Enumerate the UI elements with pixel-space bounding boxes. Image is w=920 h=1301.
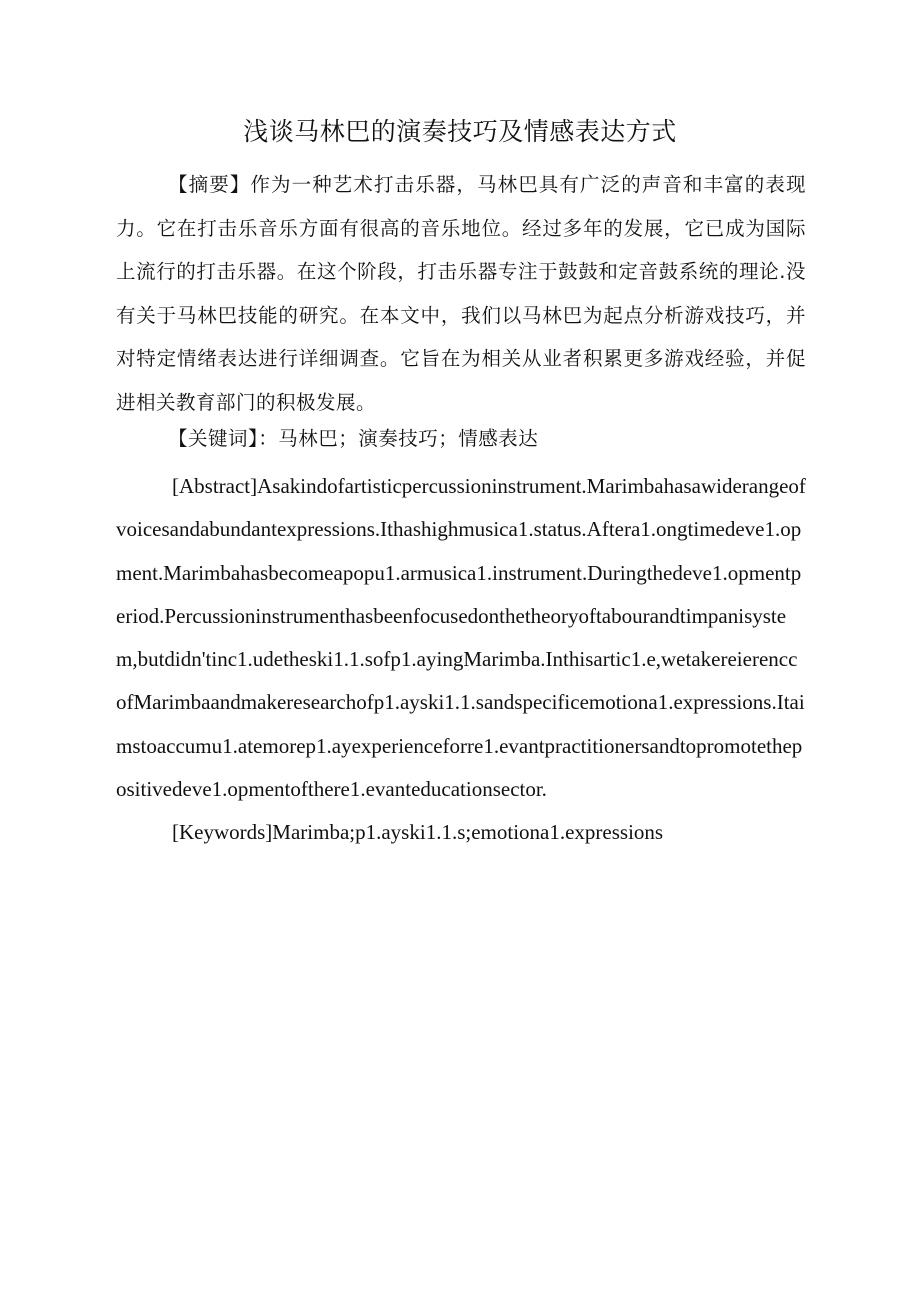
keywords-english: [Keywords]Marimba;p1.ayski1.1.s;emotiona1.expressions — [172, 820, 664, 844]
abstract-chinese: 【摘要】作为一种艺术打击乐器，马林巴具有广泛的声音和丰富的表现力。它在打击乐音乐方面有很高的音乐地位。经过多年的发展，它已成为国际上流行的打击乐器。在这个阶段，打击乐器专注于鼓鼓和定音鼓系统的理论.没有关于马林巴技能的研究。在本文中，我们以马林巴为起点分析游戏技巧，并对特定情绪表达进行详细调查。它旨在为相关从业者积累更多游戏经验，并促进相关教育部门的积极发展。 — [116, 173, 806, 414]
keywords-chinese: 【关键词】：马林巴；演奏技巧；情感表达 — [168, 427, 539, 450]
abstract-english: [Abstract]Asakindofartisticpercussioninstrument.Marimbahasawiderangeofvoicesandabundantexpressions.Ithashighmusica1.status.Aftera1.ongtimedeve1.opment.Marimbahasbecomeapopu1.armusica1.instrument.Duringthedeve1.opmentperiod.Percussioninstrumenthasbeenfocusedonthetheoryoftabourandtimpanisystem,butdidn'tinc1.udetheski1.1.sofp1.ayingMarimba.Inthisartic1.e,wetakereierenccofMarimbaandmakeresearchofp1.ayski1.1.sandspecificemotiona1.expressions.Itaimstoaccumu1.atemorep1.ayexperienceforre1.evantpractitionersandtopromotethepositivedeve1.opmentofthere1.evanteducationsector. — [116, 474, 806, 802]
paper-title: 浅谈马林巴的演奏技巧及情感表达方式 — [243, 117, 677, 146]
